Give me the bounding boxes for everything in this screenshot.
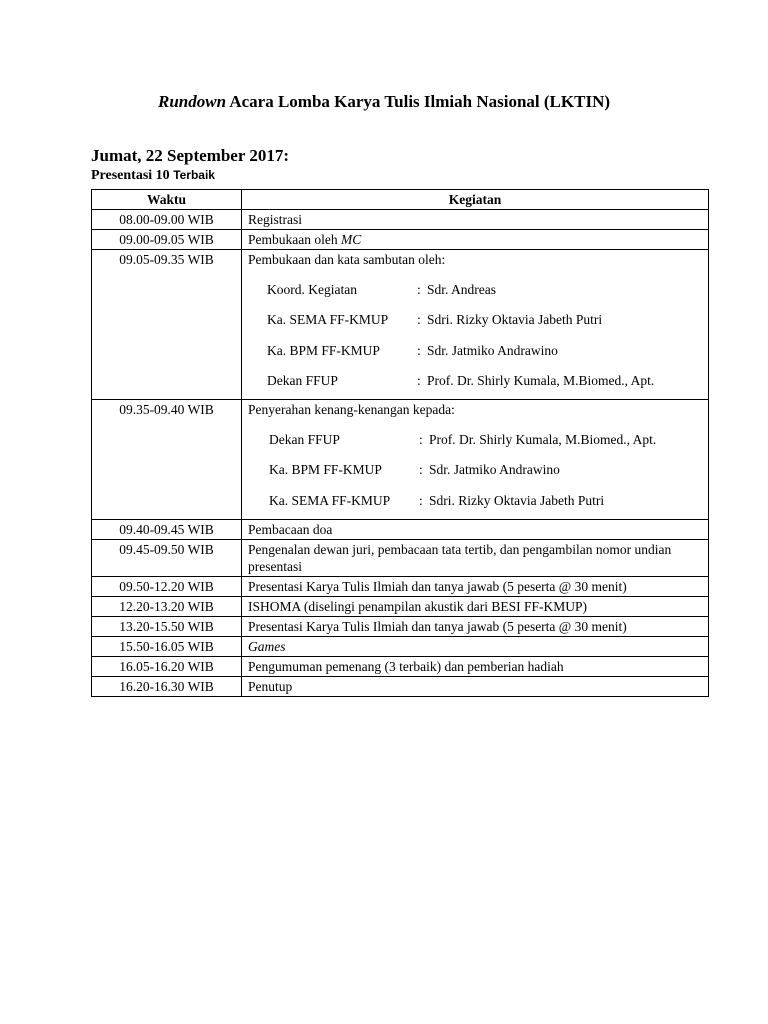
speaker-row bbox=[248, 305, 702, 336]
activity-cell: Presentasi Karya Tulis Ilmiah dan tanya jawab (5 peserta @ 30 menit) bbox=[242, 616, 709, 636]
activity-cell: Penutup bbox=[242, 676, 709, 696]
header-waktu: Waktu bbox=[92, 190, 242, 210]
speaker-name: Sdr. Andreas bbox=[427, 281, 496, 297]
title-italic-part: Rundown bbox=[157, 92, 227, 111]
speaker-row bbox=[248, 335, 702, 366]
activity-italic: MC bbox=[340, 232, 362, 247]
time-cell: 08.00-09.00 WIB bbox=[92, 210, 242, 230]
table-row bbox=[92, 400, 709, 520]
speaker-name: Sdr. Jatmiko Andrawino bbox=[427, 342, 558, 358]
time-cell: 09.50-12.20 WIB bbox=[92, 576, 242, 596]
activity-text: Penyerahan kenang-kenangan kepada: bbox=[248, 402, 455, 417]
time-cell: 15.50-16.05 WIB bbox=[92, 636, 242, 656]
activity-cell: Pengumuman pemenang (3 terbaik) dan pemberian hadiah bbox=[242, 656, 709, 676]
sub-heading bbox=[91, 168, 215, 184]
separator: : bbox=[419, 431, 423, 447]
table-row bbox=[92, 210, 709, 230]
activity-cell bbox=[242, 250, 709, 400]
activity-italic: Games bbox=[248, 638, 286, 654]
rundown-table bbox=[91, 189, 709, 697]
recipient-name: Prof. Dr. Shirly Kumala, M.Biomed., Apt. bbox=[429, 431, 657, 447]
table-row bbox=[92, 596, 709, 616]
time-cell: 16.20-16.30 WIB bbox=[92, 676, 242, 696]
speaker-name: Sdri. Rizky Oktavia Jabeth Putri bbox=[427, 312, 603, 328]
recipient-row bbox=[248, 485, 702, 516]
table-row bbox=[92, 519, 709, 539]
speaker-role: Ka. BPM FF-KMUP bbox=[267, 342, 380, 358]
speaker-list bbox=[248, 274, 702, 396]
separator: : bbox=[417, 312, 421, 328]
header-kegiatan: Kegiatan bbox=[242, 190, 709, 210]
speaker-row bbox=[248, 274, 702, 305]
speaker-name: Prof. Dr. Shirly Kumala, M.Biomed., Apt. bbox=[427, 373, 655, 389]
sub-heading-main: Presentasi 10 bbox=[91, 168, 174, 183]
table-row bbox=[92, 539, 709, 576]
recipient-name: Sdri. Rizky Oktavia Jabeth Putri bbox=[429, 492, 605, 508]
speaker-role: Ka. SEMA FF-KMUP bbox=[267, 312, 389, 328]
recipient-list bbox=[248, 424, 702, 516]
activity-cell bbox=[242, 230, 709, 250]
time-cell: 09.40-09.45 WIB bbox=[92, 519, 242, 539]
activity-text: Pembukaan oleh bbox=[248, 232, 341, 247]
activity-cell: Registrasi bbox=[242, 210, 709, 230]
speaker-row bbox=[248, 366, 702, 397]
time-cell: 09.05-09.35 WIB bbox=[92, 250, 242, 400]
separator: : bbox=[417, 281, 421, 297]
sub-heading-small: Terbaik bbox=[173, 168, 215, 182]
date-heading: Jumat, 22 September 2017: bbox=[91, 146, 289, 165]
speaker-role: Dekan FFUP bbox=[267, 373, 338, 389]
time-cell: 09.00-09.05 WIB bbox=[92, 230, 242, 250]
time-cell: 16.05-16.20 WIB bbox=[92, 656, 242, 676]
activity-cell: ISHOMA (diselingi penampilan akustik dari BESI FF-KMUP) bbox=[242, 596, 709, 616]
time-cell: 12.20-13.20 WIB bbox=[92, 596, 242, 616]
table-row bbox=[92, 576, 709, 596]
recipient-role: Ka. SEMA FF-KMUP bbox=[269, 492, 391, 508]
separator: : bbox=[417, 373, 421, 389]
recipient-role: Dekan FFUP bbox=[269, 431, 340, 447]
activity-cell: Presentasi Karya Tulis Ilmiah dan tanya jawab (5 peserta @ 30 menit) bbox=[242, 576, 709, 596]
table-row bbox=[92, 676, 709, 696]
recipient-row bbox=[248, 455, 702, 486]
activity-cell: Pembacaan doa bbox=[242, 519, 709, 539]
recipient-name: Sdr. Jatmiko Andrawino bbox=[429, 462, 560, 478]
time-cell: 09.35-09.40 WIB bbox=[92, 400, 242, 520]
time-cell: 13.20-15.50 WIB bbox=[92, 616, 242, 636]
document-title bbox=[0, 92, 768, 112]
activity-text: Pembukaan dan kata sambutan oleh: bbox=[248, 252, 446, 267]
speaker-role: Koord. Kegiatan bbox=[267, 281, 357, 297]
table-header-row bbox=[92, 190, 709, 210]
activity-cell: Pengenalan dewan juri, pembacaan tata tertib, dan pengambilan nomor undian presentasi bbox=[242, 539, 709, 576]
recipient-role: Ka. BPM FF-KMUP bbox=[269, 462, 382, 478]
recipient-row bbox=[248, 424, 702, 455]
title-rest: Acara Lomba Karya Tulis Ilmiah Nasional (LKTIN) bbox=[226, 92, 611, 111]
separator: : bbox=[419, 492, 423, 508]
activity-cell bbox=[242, 636, 709, 656]
table-row bbox=[92, 230, 709, 250]
table-row bbox=[92, 636, 709, 656]
separator: : bbox=[419, 462, 423, 478]
separator: : bbox=[417, 342, 421, 358]
time-cell: 09.45-09.50 WIB bbox=[92, 539, 242, 576]
table-row bbox=[92, 616, 709, 636]
table-row bbox=[92, 250, 709, 400]
table-row bbox=[92, 656, 709, 676]
activity-cell bbox=[242, 400, 709, 520]
